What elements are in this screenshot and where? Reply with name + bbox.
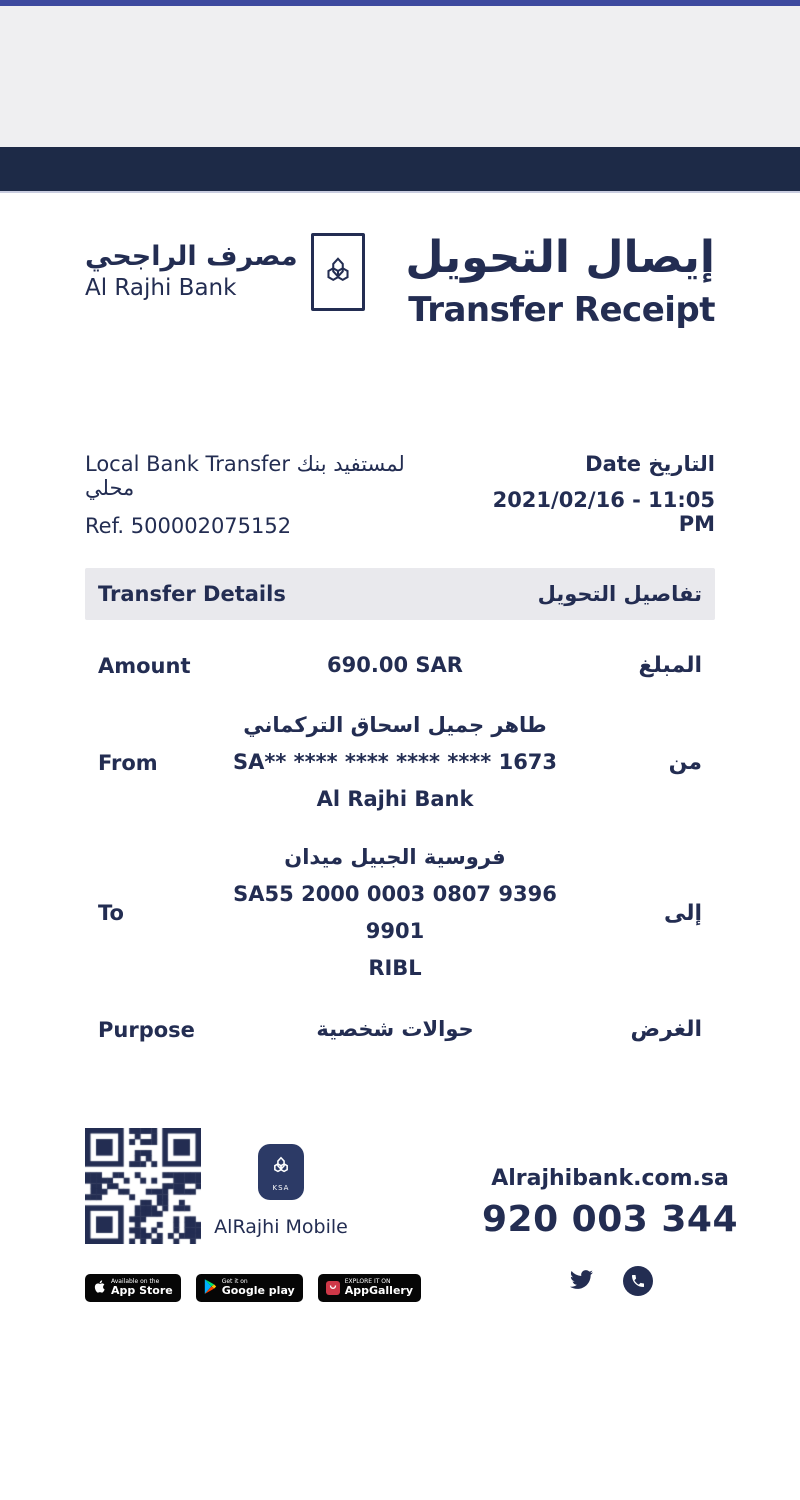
beneficiary-iban: SA55 2000 0003 0807 9396 9901 [233,882,557,943]
app-store-badge[interactable] [85,1274,181,1302]
mobile-app-block [214,1144,348,1238]
apple-icon [93,1279,106,1298]
header-gray-band [0,6,800,147]
date-label-arabic: التاريخ [648,452,715,476]
amount-label-arabic: المبلغ [638,653,702,678]
app-icon-ksa-label: KSA [272,1184,290,1192]
purpose-row [85,1011,715,1048]
transfer-type [85,452,454,500]
beneficiary-bank-code: RIBL [368,956,422,980]
footer [85,1128,739,1302]
phone-number: 920 003 344 [482,1199,739,1240]
transfer-type-arabic: لمستفيد بنك محلي [85,452,405,500]
google-play-badge[interactable] [196,1274,303,1302]
alrajhi-mobile-app-icon [258,1144,304,1200]
badge-tagline: EXPLORE IT ON [344,1278,391,1286]
transfer-details-section [85,568,715,1048]
details-header-arabic: تفاصيل التحويل [537,582,702,606]
from-row [85,707,715,818]
sender-bank: Al Rajhi Bank [316,787,474,811]
palm-emblem-icon [321,246,355,298]
qr-code[interactable] [85,1128,201,1244]
bank-name-arabic: مصرف الراجحي [85,241,298,272]
purpose-value: حوالات شخصية [316,1017,474,1041]
to-label-english: To [98,901,124,925]
date-label-english: Date [585,452,642,476]
appgallery-badge[interactable] [318,1274,421,1302]
website-link[interactable]: Alrajhibank.com.sa [491,1166,729,1191]
beneficiary-name: فروسية الجبيل ميدان [284,845,506,869]
appgallery-icon [326,1281,340,1295]
from-value [228,707,562,818]
date-block [454,452,715,536]
badge-store-name: AppGallery [344,1284,414,1298]
badge-store-name: Google play [221,1284,295,1298]
purpose-label-arabic: الغرض [630,1017,702,1042]
sender-account: SA** **** **** **** **** 1673 [232,750,558,774]
badge-store-name: App Store [111,1284,173,1298]
transfer-type-english: Local Bank Transfer [85,452,290,476]
amount-value: 690.00 SAR [327,653,463,677]
whatsapp-icon[interactable] [623,1266,653,1296]
to-row [85,839,715,987]
receipt-title-arabic: إيصال التحويل [405,232,715,283]
store-badges [85,1274,421,1302]
bank-name-english: Al Rajhi Bank [85,275,237,302]
meta-row [85,452,715,538]
date-value: 2021/02/16 - 11:05 PM [492,488,715,536]
badge-tagline: Available on the [111,1278,160,1286]
brand-row [85,233,715,331]
to-value [228,839,562,987]
app-name: AlRajhi Mobile [214,1216,348,1238]
contact-block [482,1128,739,1296]
details-section-header [85,568,715,620]
from-label-arabic: من [668,750,702,775]
sender-name: طاهر جميل اسحاق التركماني [243,713,547,737]
header-navy-band [0,147,800,193]
badge-tagline: Get it on [221,1278,248,1286]
to-label-arabic: إلى [663,900,702,926]
amount-row [85,647,715,684]
receipt-title-english: Transfer Receipt [408,290,715,331]
amount-label-english: Amount [98,653,191,678]
details-header-english: Transfer Details [98,582,286,606]
date-label [454,452,715,476]
receipt-title [405,229,715,331]
palm-emblem-icon [270,1152,292,1182]
bank-emblem [311,233,365,311]
bank-logo [85,233,365,311]
from-label-english: From [98,750,158,775]
transfer-type-block [85,452,454,538]
social-icons [568,1266,653,1296]
google-play-icon [204,1279,217,1298]
purpose-label-english: Purpose [98,1017,195,1042]
bank-logo-text [85,233,298,311]
twitter-icon[interactable] [568,1268,595,1295]
reference-number: Ref. 500002075152 [85,514,292,538]
